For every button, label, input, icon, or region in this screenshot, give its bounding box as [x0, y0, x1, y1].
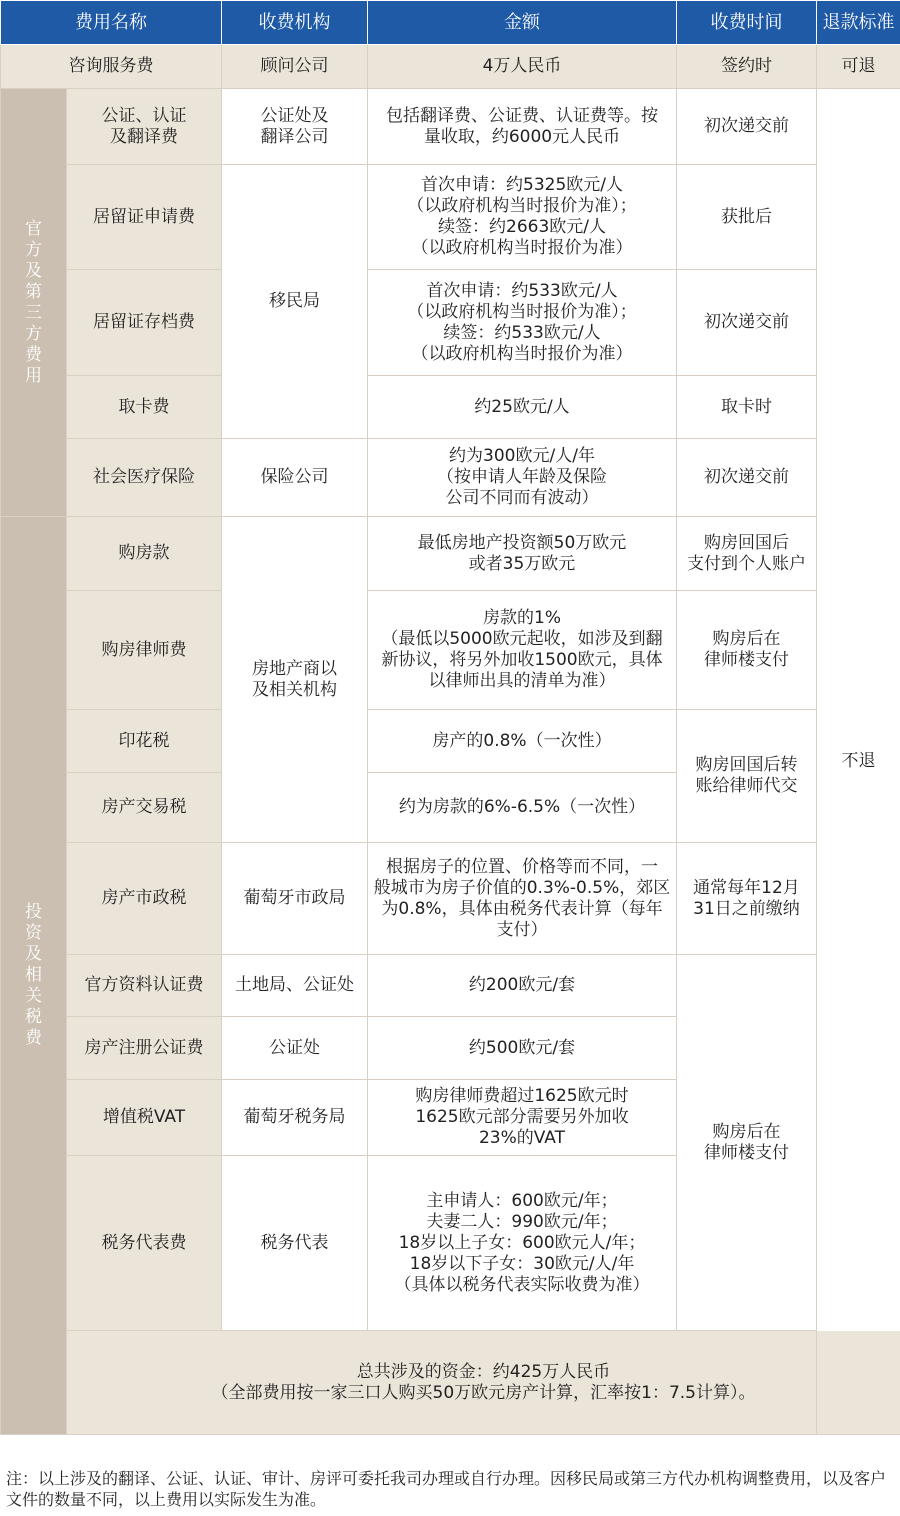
fee-time: 获批后 — [677, 165, 817, 270]
header-agency: 收费机构 — [222, 1, 368, 45]
fee-name: 取卡费 — [67, 376, 222, 439]
fee-amount: 房款的1% （最低以5000欧元起收，如涉及到翻 新协议，将另外加收1500欧元，具体 以律师出具的清单为准） — [368, 591, 677, 710]
fee-name: 房产交易税 — [67, 773, 222, 843]
table-row — [1, 270, 900, 376]
fee-agency: 公证处 — [222, 1017, 368, 1080]
fee-amount: 约为300欧元/人/年 （按申请人年龄及保险 公司不同而有波动） — [368, 439, 677, 517]
table-row — [1, 710, 900, 773]
footnote: 注：以上涉及的翻译、公证、认证、审计、房评可委托我司办理或自行办理。因移民局或第三方代办机构调整费用，以及客户文件的数量不同，以上费用以实际发生为准。 — [6, 1469, 887, 1509]
fee-amount: 房产的0.8%（一次性） — [368, 710, 677, 773]
header-refund: 退款标准 — [817, 1, 900, 45]
total-summary: 总共涉及的资金：约425万人民币 （全部费用按一家三口人购买50万欧元房产计算，汇率按1：7.5计算）。 — [67, 1331, 900, 1435]
fee-amount: 约25欧元/人 — [368, 376, 677, 439]
fee-name: 官方资料认证费 — [67, 955, 222, 1017]
fee-agency: 税务代表 — [222, 1156, 368, 1331]
refund-no: 不退 — [817, 89, 900, 1435]
fee-name: 公证、认证 及翻译费 — [67, 89, 222, 165]
fee-name: 增值税VAT — [67, 1080, 222, 1156]
table-row — [1, 376, 900, 439]
fee-time: 购房回国后 支付到个人账户 — [677, 517, 817, 591]
fee-agency: 保险公司 — [222, 439, 368, 517]
table-row — [1, 45, 900, 89]
fee-name: 居留证存档费 — [67, 270, 222, 376]
realestate-agency: 房地产商以 及相关机构 — [222, 517, 368, 843]
transfer-time: 购房回国后转 账给律师代交 — [677, 710, 817, 843]
pay-time: 购房后在 律师楼支付 — [677, 955, 817, 1331]
fee-amount: 4万人民币 — [368, 45, 677, 89]
header-amount: 金额 — [368, 1, 677, 45]
fee-amount: 购房律师费超过1625欧元时 1625欧元部分需要另外加收 23%的VAT — [368, 1080, 677, 1156]
table-row — [1, 89, 900, 165]
fee-amount: 约500欧元/套 — [368, 1017, 677, 1080]
table-row — [1, 517, 900, 591]
table-row — [1, 165, 900, 270]
immigration-agency: 移民局 — [222, 165, 368, 439]
fee-name: 印花税 — [67, 710, 222, 773]
header-row — [1, 1, 900, 45]
fee-amount: 根据房子的位置、价格等而不同，一 般城市为房子价值的0.3%-0.5%，郊区 为0.8%，具体由税务代表计算（每年 支付） — [368, 843, 677, 955]
fee-time: 签约时 — [677, 45, 817, 89]
fee-time: 初次递交前 — [677, 439, 817, 517]
fee-time: 通常每年12月 31日之前缴纳 — [677, 843, 817, 955]
fee-name: 房产市政税 — [67, 843, 222, 955]
fee-amount: 最低房地产投资额50万欧元 或者35万欧元 — [368, 517, 677, 591]
header-time: 收费时间 — [677, 1, 817, 45]
fee-amount: 约为房款的6%-6.5%（一次性） — [368, 773, 677, 843]
fee-name: 税务代表费 — [67, 1156, 222, 1331]
fee-name: 咨询服务费 — [1, 45, 222, 89]
fee-time: 初次递交前 — [677, 89, 817, 165]
header-fee-name: 费用名称 — [1, 1, 222, 45]
fee-agency: 土地局、公证处 — [222, 955, 368, 1017]
fee-agency: 葡萄牙税务局 — [222, 1080, 368, 1156]
fee-name: 购房款 — [67, 517, 222, 591]
fee-name: 社会医疗保险 — [67, 439, 222, 517]
fee-amount: 主申请人：600欧元/年； 夫妻二人：990欧元/年； 18岁以上子女：600欧元人/年； 18岁以下子女：30欧元/人/年 （具体以税务代表实际收费为准） — [368, 1156, 677, 1331]
fee-name: 房产注册公证费 — [67, 1017, 222, 1080]
fee-amount: 首次申请：约533欧元/人 （以政府机构当时报价为准）； 续签：约533欧元/人 （以政府机构当时报价为准） — [368, 270, 677, 376]
fee-agency: 公证处及 翻译公司 — [222, 89, 368, 165]
fee-time: 购房后在 律师楼支付 — [677, 591, 817, 710]
fee-amount: 首次申请：约5325欧元/人 （以政府机构当时报价为准）； 续签：约2663欧元/人 （以政府机构当时报价为准） — [368, 165, 677, 270]
group-official: 官 方 及 第 三 方 费 用 — [1, 89, 67, 517]
fee-refund: 可退 — [817, 45, 900, 89]
table-row — [1, 955, 900, 1017]
fee-name: 购房律师费 — [67, 591, 222, 710]
fee-agency: 葡萄牙市政局 — [222, 843, 368, 955]
fee-time: 取卡时 — [677, 376, 817, 439]
group-investment: 投 资 及 相 关 税 费 — [1, 517, 67, 1435]
fee-agency: 顾问公司 — [222, 45, 368, 89]
table-row — [1, 439, 900, 517]
table-row — [1, 591, 900, 710]
fee-time: 初次递交前 — [677, 270, 817, 376]
table-row — [1, 843, 900, 955]
fee-amount: 包括翻译费、公证费、认证费等。按 量收取，约6000元人民币 — [368, 89, 677, 165]
fee-name: 居留证申请费 — [67, 165, 222, 270]
fee-amount: 约200欧元/套 — [368, 955, 677, 1017]
total-row — [1, 1331, 900, 1435]
